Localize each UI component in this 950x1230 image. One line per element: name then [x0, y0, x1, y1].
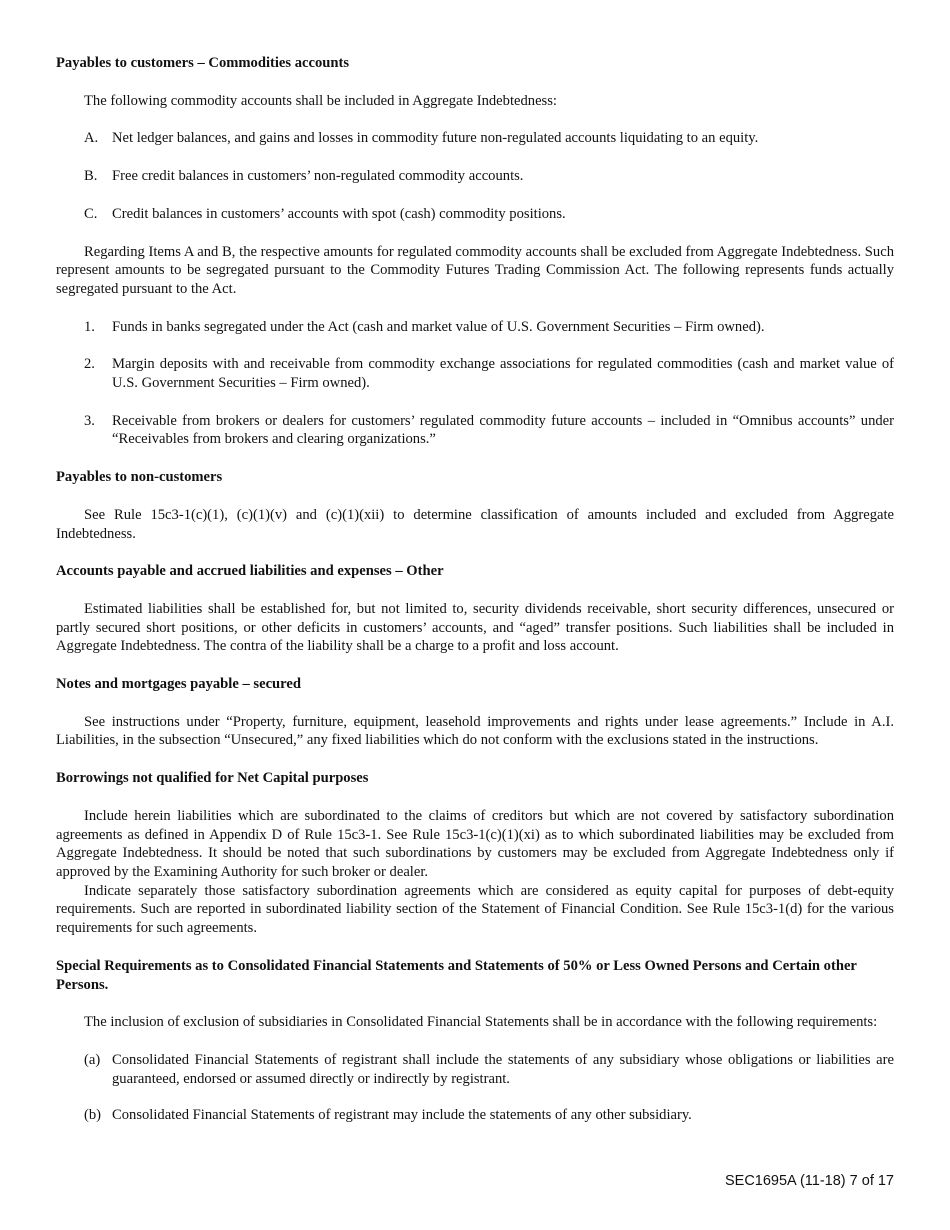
list-marker: 2. [84, 356, 95, 373]
list-item-text: Credit balances in customers’ accounts with spot (cash) commodity positions. [112, 205, 566, 222]
list-item [56, 205, 894, 224]
special-requirements-list [56, 1051, 894, 1125]
section-heading-special-requirements: Special Requirements as to Consolidated Financial Statements and Statements of 50% or Less Owned Persons and Certain other Persons. [56, 957, 857, 993]
list-item-text: Net ledger balances, and gains and losses in commodity future non-regulated accounts liquidating to an equity. [112, 130, 759, 147]
list-item [56, 167, 894, 186]
commodities-intro: The following commodity accounts shall be included in Aggregate Indebtedness: [84, 92, 557, 109]
document-page [56, 54, 894, 1125]
section-heading-commodities: Payables to customers – Commodities accounts [56, 55, 350, 71]
list-marker: A. [84, 130, 99, 147]
list-item [56, 1106, 894, 1125]
section-heading-non-customers: Payables to non-customers [56, 469, 223, 486]
section-heading-notes-mortgages: Notes and mortgages payable – secured [56, 676, 301, 693]
commodities-letter-list [56, 129, 894, 223]
borrowings-text-2: Indicate separately those satisfactory subordination agreements which are considered as equity capital for purposes of debt-equity requirements. Such are reported in subordinated liability section of the Statement of Financial Condition. See Rule 15c3-1(d) for the various requirements for such agreements. [56, 882, 894, 937]
borrowings-text-1: Include herein liabilities which are subordinated to the claims of creditors but which are not covered by satisfactory subordination agreements as defined in Appendix D of Rule 15c3-1. See Rule 15c3-1(c)(1)(xi) as to which subordinated liabilities may be excluded from Aggregate Indebtedness. It should be noted that such subordinations by customers may be excluded from Aggregate Indebtedness only if approved by the Examining Authority for such broker or dealer. [56, 807, 894, 880]
list-marker: (a) [84, 1051, 101, 1068]
form-id: SEC1695A (11-18) [724, 1173, 846, 1189]
list-item [56, 318, 894, 337]
list-marker: C. [84, 205, 98, 222]
page-number: 7 of 17 [849, 1173, 894, 1189]
list-marker: 3. [84, 412, 95, 429]
list-item-text: Free credit balances in customers’ non-regulated commodity accounts. [112, 168, 524, 185]
non-customers-text: See Rule 15c3-1(c)(1), (c)(1)(v) and (c)(1)(xii) to determine classification of amounts included and excluded from Aggregate Indebtedness. [56, 506, 894, 542]
list-item-text: Receivable from brokers or dealers for customers’ regulated commodity future accounts – included in “Omnibus accounts” under “Receivables from brokers and clearing organizations.” [112, 412, 894, 448]
list-marker: B. [84, 168, 98, 185]
list-item [56, 129, 894, 148]
section-heading-accounts-payable: Accounts payable and accrued liabilities and expenses – Other [56, 563, 444, 580]
commodities-regarding: Regarding Items A and B, the respective amounts for regulated commodity accounts shall be excluded from Aggregate Indebtedness. Such represent amounts to be segregated pursuant to the Commodity Futures Trading Commission Act. The following represents funds actually segregated pursuant to the Act. [56, 243, 894, 297]
page-footer [725, 1172, 894, 1191]
list-item-text: Consolidated Financial Statements of registrant shall include the statements of any subsidiary whose obligations or liabilities are guaranteed, endorsed or assumed directly or indirectly by registrant. [112, 1051, 894, 1087]
list-item [56, 412, 894, 449]
accounts-payable-text: Estimated liabilities shall be established for, but not limited to, security dividends receivable, short security differences, unsecured or partly secured short positions, or other deficits in customers’ accounts, and “aged” transfer positions. Such liabilities shall be included in Aggregate Indebtedness. The contra of the liability shall be a charge to a profit and loss account. [56, 600, 894, 655]
list-item [56, 355, 894, 392]
commodities-numbered-list [56, 318, 894, 450]
list-item [56, 1051, 894, 1088]
list-marker: (b) [84, 1107, 102, 1124]
special-intro: The inclusion of exclusion of subsidiaries in Consolidated Financial Statements shall be in accordance with the following requirements: [84, 1014, 878, 1031]
section-heading-borrowings: Borrowings not qualified for Net Capital purposes [56, 770, 369, 787]
list-marker: 1. [84, 318, 95, 335]
notes-mortgages-text: See instructions under “Property, furniture, equipment, leasehold improvements and rights under lease agreements.” Include in A.I. Liabilities, in the subsection “Unsecured,” any fixed liabilities which do not conform with the exclusions stated in the instructions. [56, 713, 894, 749]
list-item-text: Funds in banks segregated under the Act (cash and market value of U.S. Government Securities – Firm owned). [112, 318, 765, 335]
list-item-text: Consolidated Financial Statements of registrant may include the statements of any other subsidiary. [112, 1107, 692, 1124]
list-item-text: Margin deposits with and receivable from commodity exchange associations for regulated commodities (cash and market value of U.S. Government Securities – Firm owned). [112, 356, 894, 392]
